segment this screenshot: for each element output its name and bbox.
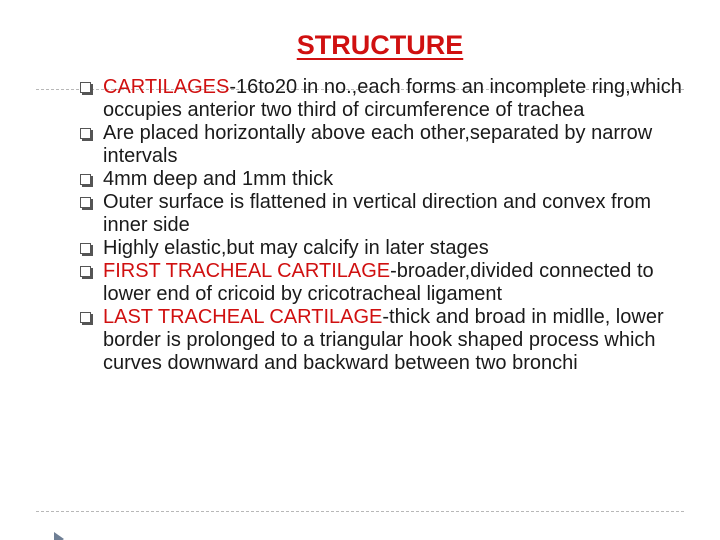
list-item <box>80 306 690 375</box>
bullet-text: -16to20 in no.,each forms an incomplete ring,which occupies anterior two third of circumference of trachea <box>103 76 682 121</box>
bullet-highlight: CARTILAGES <box>103 76 230 98</box>
square-bullet-icon <box>80 128 91 139</box>
bullet-text: Outer surface is flattened in vertical direction and convex from inner side <box>103 191 652 236</box>
list-item <box>80 237 690 260</box>
bullet-text: 4mm deep and 1mm thick <box>103 168 334 190</box>
bullet-highlight: FIRST TRACHEAL CARTILAGE <box>103 260 391 282</box>
square-bullet-icon <box>80 243 91 254</box>
bottom-divider <box>36 511 684 512</box>
bullet-highlight: LAST TRACHEAL CARTILAGE <box>103 306 383 328</box>
list-item <box>80 76 690 122</box>
list-item <box>80 260 690 306</box>
list-item <box>80 122 690 168</box>
bullet-list <box>80 76 690 375</box>
bullet-text: -thick and broad in midlle, lower border is prolonged to a triangular hook shaped process which curves downward and backward between two bronchi <box>103 306 664 374</box>
square-bullet-icon <box>80 174 91 185</box>
bullet-text: Are placed horizontally above each other,separated by narrow intervals <box>103 122 653 167</box>
square-bullet-icon <box>80 82 91 93</box>
slide-title: STRUCTURE <box>296 30 464 60</box>
list-item <box>80 168 690 191</box>
bullet-text: -broader,divided connected to lower end of cricoid by cricotracheal ligament <box>103 260 654 305</box>
list-item <box>80 191 690 237</box>
bullet-text: Highly elastic,but may calcify in later stages <box>103 237 489 259</box>
square-bullet-icon <box>80 197 91 208</box>
triangle-arrow-icon <box>54 532 64 540</box>
square-bullet-icon <box>80 266 91 277</box>
square-bullet-icon <box>80 312 91 323</box>
